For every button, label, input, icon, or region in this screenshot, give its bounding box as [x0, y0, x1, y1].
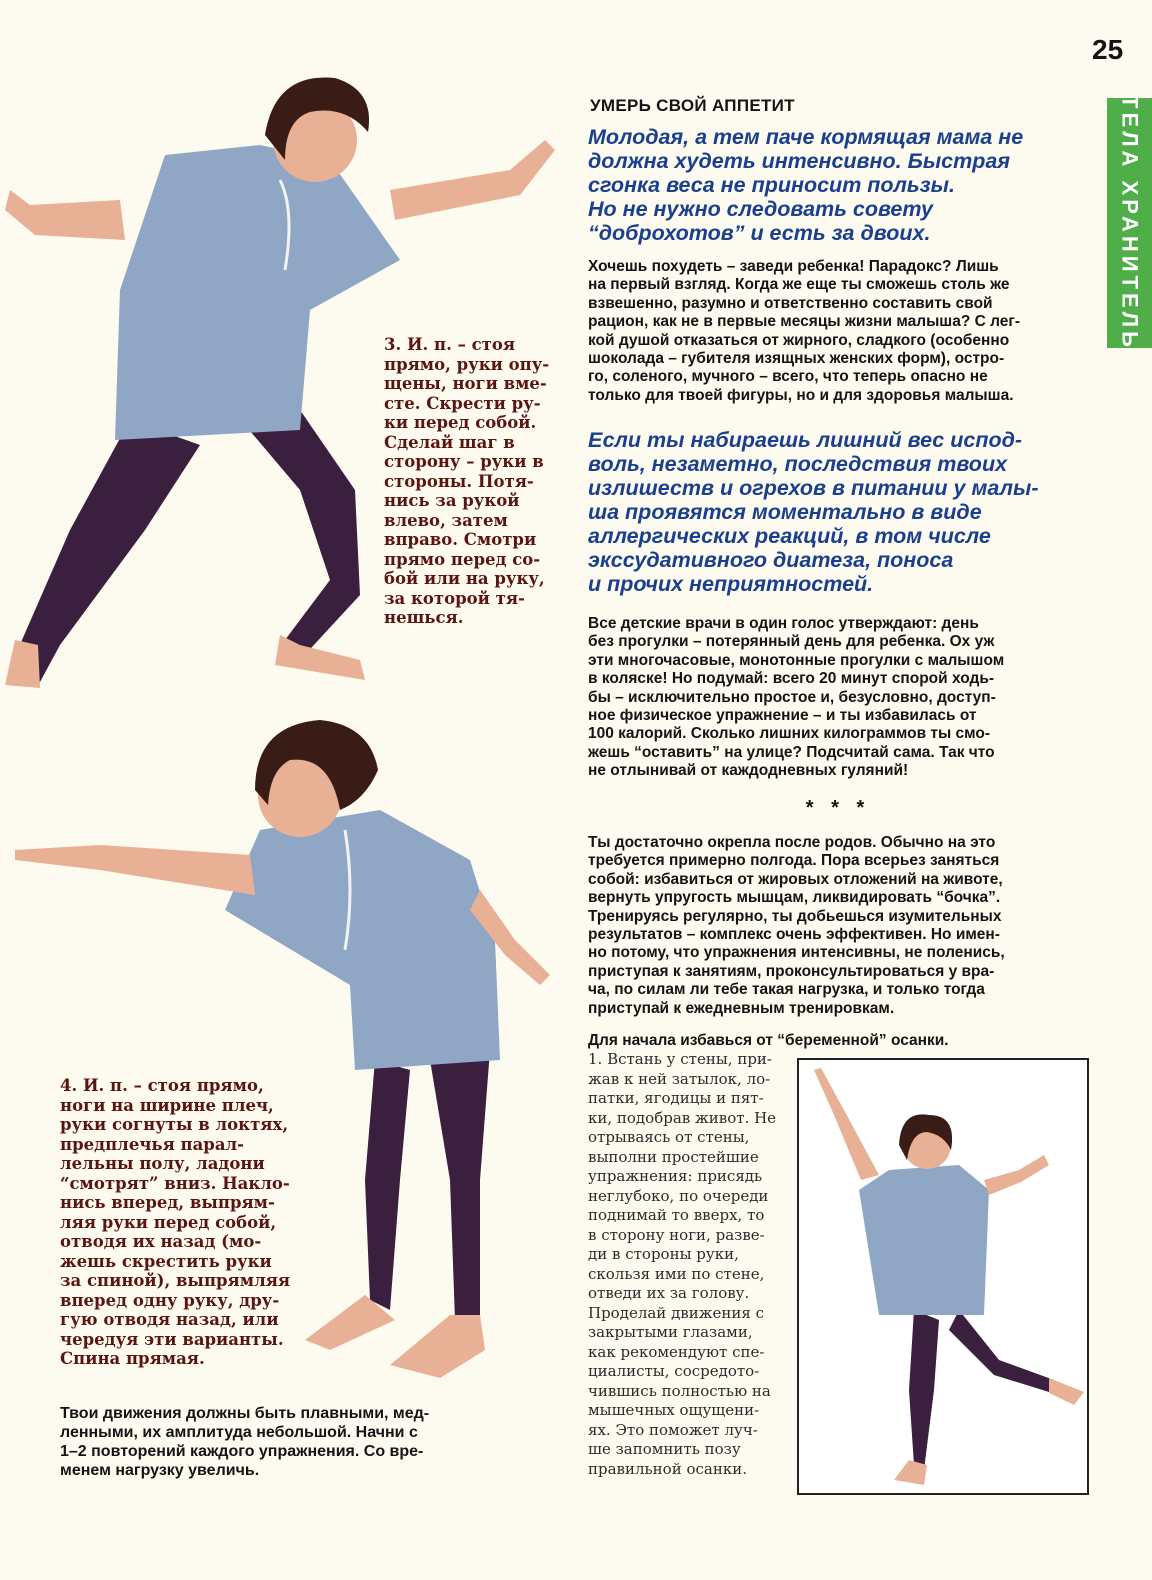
figure-1	[814, 1068, 1084, 1485]
body-paragraph-4: Для начала избавься от “беременной” осанки.	[588, 1032, 949, 1049]
exercise-3-caption: 3. И. п. – стоя прямо, руки опу- щены, ноги вме- сте. Скрести ру- ки перед собой. Сделай шаг в сторону – руки в стороны. Потя- нись за рукой влево, затем вправо. Смотри прямо перед со- бой или на руку, за которой тя- нешься.	[384, 335, 550, 627]
lead-paragraph-1: Молодая, а тем паче кормящая мама не должна худеть интенсивно. Быстрая сгонка веса не приносит пользы. Но не нужно следовать совету “доброхотов” и есть за двоих.	[588, 125, 1024, 245]
exercise-1-photo	[799, 1060, 1087, 1493]
lead-paragraph-2: Если ты набираешь лишний вес испод- воль, незаметно, последствия твоих излишеств и огрехов в питании у малы- ша проявятся моментально в виде аллергических реакций, в том числе экссудативного диатеза, поноса и прочих неприятностей.	[588, 428, 1039, 596]
body-paragraph-3: Ты достаточно окрепла после родов. Обычно на это требуется примерно полгода. Пора всерьез заняться собой: избавиться от жировых отложений на животе, вернуть упругость мышцам, ликвидировать “бочка”. Тренируясь регулярно, ты добьешься изумительных результатов – комплекс очень эффективен. Но имен- но потому, что упражнения интенсивны, не поленись, приступая к занятиям, проконсультироваться у вра- ча, по силам ли тебе такая нагрузка, и только тогда приступай к ежедневным тренировкам.	[588, 834, 1005, 1017]
exercise-1-photo-frame	[797, 1058, 1089, 1495]
section-side-tab	[1107, 95, 1152, 351]
section-divider: * * *	[805, 797, 871, 819]
exercise-1-text: 1. Встань у стены, при- жав к ней затылок, ло- патки, ягодицы и пят- ки, подобрав живот. Не отрываясь от стены, выполни простейшие упражнения: присядь неглубоко, по очереди поднимай то вверх, то в сторону ноги, разве- ди в стороны руки, скользя ими по стене, отведи их за голову. Проделай движения с закрытыми глазами, как рекомендуют спе- циалисты, сосредото- чившись полностью на мышечных ощущени- ях. Это поможет луч- ше запомнить позу правильной осанки.	[588, 1050, 777, 1478]
exercise-4-caption: 4. И. п. – стоя прямо, ноги на ширине плеч, руки согнуты в локтях, предплечья парал- лельны полу, ладони “смотрят” вниз. Накло- нись вперед, выпрям- ляя руки перед собой, отводя их назад (мо- жешь скрестить руки за спиной), выпрямляя вперед одну руку, дру- гую отводя назад, или чередуя эти варианты. Спина прямая.	[60, 1076, 291, 1368]
exercise-tip: Твои движения должны быть плавными, мед- ленными, их амплитуда небольшой. Начни с 1–2 повторений каждого упражнения. Со вре- менем нагрузку увеличь.	[60, 1405, 430, 1479]
side-tab-label: ТЕЛА ХРАНИТЕЛЬ	[1117, 95, 1143, 351]
page-number: 25	[1092, 34, 1124, 65]
body-paragraph-1: Хочешь похудеть – заведи ребенка! Парадокс? Лишь на первый взгляд. Когда же еще ты сможешь столь же взвешенно, разумно и ответственно составить свой рацион, как не в первые месяцы жизни малыша? С лег- кой душой отказаться от жирного, сладкого (особенно шоколада – губителя изящных женских форм), остро- го, соленого, мучного – всего, что теперь опасно не только для твоей фигуры, но и для здоровья малыша.	[588, 258, 1020, 404]
section-heading: УМЕРЬ СВОЙ АППЕТИТ	[590, 96, 795, 115]
body-paragraph-2: Все детские врачи в один голос утверждают: день без прогулки – потерянный день для ребенка. Ох уж эти многочасовые, монотонные прогулки с малышом в коляске! Но подумай: всего 20 минут спорой ходь- бы – исключительно простое и, безусловно, доступ- ное физическое упражнение – и ты избавилась от 100 калорий. Сколько лишних килограммов ты смо- жешь “оставить” на улице? Подсчитай сама. Так что не отлынивай от каждодневных гуляний!	[588, 615, 1005, 780]
